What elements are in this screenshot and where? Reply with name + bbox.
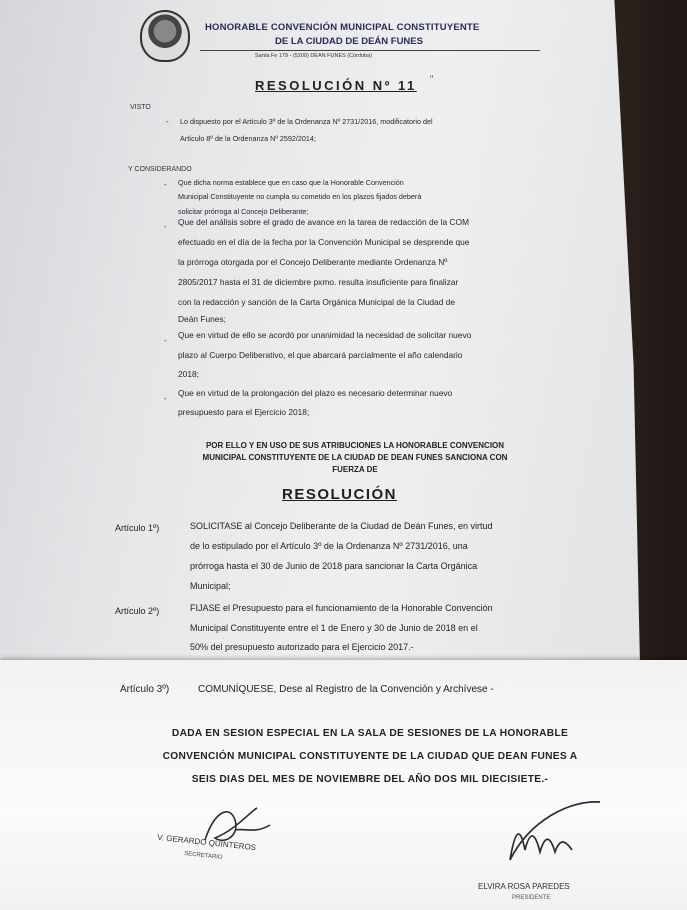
article-1-line-1: SOLICITASE al Concejo Deliberante de la Ciudad de Deán Funes, en virtud — [190, 521, 493, 531]
header-line-1: HONORABLE CONVENCIÓN MUNICIPAL CONSTITUYENTE — [205, 22, 480, 33]
visto-line-2: Artículo 8º de la Ordenanza Nº 2592/2014; — [180, 134, 316, 143]
bullet: - — [164, 180, 167, 189]
president-name: ELVIRA ROSA PAREDES — [478, 882, 570, 891]
article-1-label: Artículo 1º) — [115, 523, 160, 533]
resolution-title-mark: " — [430, 74, 434, 84]
president-role: PRESIDENTE — [512, 895, 551, 901]
por-ello-line-1: POR ELLO Y EN USO DE SUS ATRIBUCIONES LA HONORABLE CONVENCION — [205, 441, 505, 450]
article-1-line-2: de lo estipulado por el Artículo 3º de la Ordenanza Nº 2731/2016, una — [190, 541, 468, 551]
por-ello-line-2: MUNICIPAL CONSTITUYENTE DE LA CIUDAD DE DEAN FUNES SANCIONA CON — [202, 453, 508, 462]
considerando-4-line-2: presupuesto para el Ejercicio 2018; — [178, 407, 310, 417]
bullet: - — [164, 336, 167, 345]
bullet: - — [164, 394, 167, 403]
header-divider — [200, 50, 540, 51]
resolucion-heading: RESOLUCIÓN — [282, 486, 398, 503]
article-2-line-2: Municipal Constituyente entre el 1 de Enero y 30 de Junio de 2018 en el — [190, 623, 478, 633]
considerando-1-line-3: solicitar prórroga al Concejo Deliberante; — [178, 207, 309, 216]
president-signature — [480, 790, 640, 880]
considerando-label: Y CONSIDERANDO — [128, 166, 192, 173]
secretary-name: V. GERARDO QUINTEROS — [156, 832, 257, 853]
visto-line-1: Lo dispuesto por el Artículo 3º de la Ordenanza Nº 2731/2016, modificatorio del — [180, 117, 433, 126]
header-line-2: DE LA CIUDAD DE DEÁN FUNES — [275, 36, 423, 47]
considerando-3-line-3: 2018; — [178, 369, 199, 379]
dada-line-3: SEIS DIAS DEL MES DE NOVIEMBRE DEL AÑO DOS MIL DIECISIETE.- — [191, 774, 549, 785]
considerando-3-line-1: Que en virtud de ello se acordó por unanimidad la necesidad de solicitar nuevo — [178, 330, 472, 340]
considerando-2-line-4: 2805/2017 hasta el 31 de diciembre pxmo. resulta insuficiente para finalizar — [178, 277, 459, 287]
bullet: - — [166, 117, 169, 126]
considerando-1-line-1: Que dicha norma establece que en caso que la Honorable Convención — [178, 178, 404, 187]
considerando-2-line-6: Deán Funes; — [178, 314, 226, 324]
considerando-2-line-2: efectuado en el día de la fecha por la Convención Municipal se desprende que — [178, 237, 470, 247]
dada-line-2: CONVENCIÓN MUNICIPAL CONSTITUYENTE DE LA CIUDAD QUE DEAN FUNES A — [162, 751, 578, 762]
article-3-label: Artículo 3º) — [120, 684, 170, 695]
considerando-3-line-2: plazo al Cuerpo Deliberativo, el que abarcará parcialmente el año calendario — [178, 350, 463, 360]
considerando-2-line-3: la prórroga otorgada por el Concejo Deliberante mediante Ordenanza Nº — [178, 257, 448, 267]
resolution-title: RESOLUCIÓN Nº 11 — [255, 78, 417, 93]
article-1-line-4: Municipal; — [190, 581, 231, 591]
secretary-role: SECRETARIO — [183, 851, 223, 861]
header-address: Santa Fe 179 - (5200) DEAN FUNES (Córdoba) — [255, 53, 373, 59]
considerando-2-line-1: Que del análisis sobre el grado de avance en la tarea de redacción de la COM — [178, 217, 469, 227]
municipal-seal-icon — [140, 10, 190, 62]
article-2-line-1: FIJASE el Presupuesto para el funcionamiento de la Honorable Convención — [190, 603, 493, 613]
article-1-line-3: prórroga hasta el 30 de Junio de 2018 para sancionar la Carta Orgánica — [190, 561, 478, 571]
article-3-text: COMUNÍQUESE, Dese al Registro de la Convención y Archívese - — [198, 684, 494, 695]
considerando-2-line-5: con la redacción y sanción de la Carta Orgánica Municipal de la Ciudad de — [178, 297, 456, 307]
visto-label: VISTO — [130, 104, 151, 111]
bullet: - — [164, 222, 167, 231]
article-2-label: Artículo 2º) — [115, 606, 160, 616]
por-ello-line-3: FUERZA DE — [332, 465, 378, 474]
dada-line-1: DADA EN SESION ESPECIAL EN LA SALA DE SESIONES DE LA HONORABLE — [171, 728, 569, 739]
considerando-1-line-2: Municipal Constituyente no cumpla su cometido en los plazos fijados deberá — [178, 192, 422, 201]
considerando-4-line-1: Que en virtud de la prolongación del plazo es necesario determinar nuevo — [178, 388, 453, 398]
article-2-line-3: 50% del presupuesto autorizado para el Ejercicio 2017.- — [190, 642, 414, 652]
